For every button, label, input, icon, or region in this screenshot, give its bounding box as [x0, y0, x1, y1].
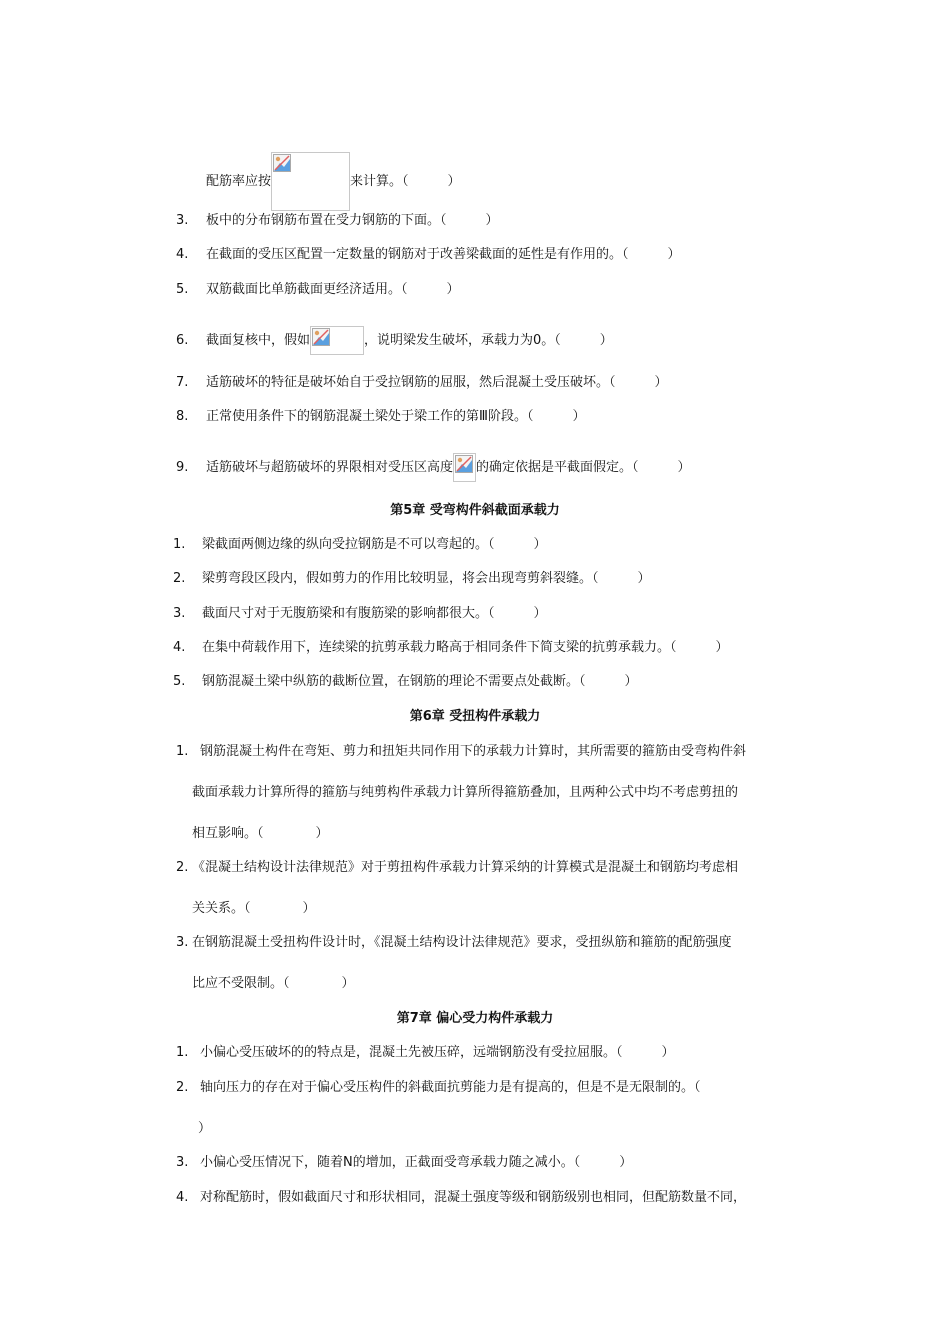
question-number: 2. — [173, 571, 186, 586]
question-4-7 — [176, 374, 668, 392]
question-number: 3. — [173, 606, 186, 621]
question-number: 1. — [176, 744, 189, 759]
question-4-5 — [176, 281, 460, 299]
question-text: 钢筋混凝土梁中纵筋的截断位置，在钢筋的理论不需要点处截断。（ ） — [202, 674, 638, 689]
question-4-8 — [176, 408, 585, 426]
broken-image-icon — [312, 328, 330, 346]
question-6-2-line2: 关关系。（ ） — [192, 901, 316, 916]
question-4-9 — [176, 453, 691, 482]
question-text: 来计算。（ ） — [350, 174, 461, 189]
question-text: 《混凝土结构设计法律规范》对于剪扭构件承载力计算采纳的计算模式是混凝土和钢筋均考虑相 — [192, 860, 739, 875]
question-6-2 — [176, 859, 738, 877]
question-text: 小偏心受压破坏的的特点是，混凝土先被压碎，远端钢筋没有受拉屈服。（ ） — [200, 1045, 675, 1060]
question-text: 双筋截面比单筋截面更经济适用。（ ） — [206, 282, 460, 297]
question-number: 8. — [176, 409, 189, 424]
question-6-3 — [176, 934, 732, 952]
question-text: 对称配筋时，假如截面尺寸和形状相同，混凝土强度等级和钢筋级别也相同，但配筋数量不同， — [200, 1190, 747, 1205]
question-text: 梁剪弯段区段内，假如剪力的作用比较明显，将会出现弯剪斜裂缝。（ ） — [202, 571, 651, 586]
question-text: 梁截面两侧边缘的纵向受拉钢筋是不可以弯起的。（ ） — [202, 537, 547, 552]
question-number: 3. — [176, 213, 189, 228]
question-number: 4. — [176, 1190, 189, 1205]
chapter-7-title: 第7章 偏心受力构件承载力 — [396, 1011, 554, 1026]
question-number: 3. — [176, 1155, 189, 1170]
question-4-6 — [176, 326, 613, 355]
question-text: 配筋率应按 — [206, 174, 272, 189]
question-text: 钢筋混凝土构件在弯矩、剪力和扭矩共同作用下的承载力计算时，其所需要的箍筋由受弯构件斜 — [200, 744, 747, 759]
question-text: 截面尺寸对于无腹筋梁和有腹筋梁的影响都很大。（ ） — [202, 606, 547, 621]
question-7-2-line2: ） — [198, 1121, 212, 1136]
question-7-2 — [176, 1079, 701, 1097]
question-4-2-continuation — [206, 152, 461, 211]
question-number: 7. — [176, 375, 189, 390]
question-number: 5. — [173, 674, 186, 689]
question-number: 9. — [176, 460, 189, 475]
question-text: 在钢筋混凝土受扭构件设计时，《混凝土结构设计法律规范》要求，受扭纵筋和箍筋的配筋强度 — [192, 935, 732, 950]
question-number: 4. — [176, 247, 189, 262]
chapter-6-title: 第6章 受扭构件承载力 — [409, 709, 541, 724]
chapter-5-title: 第5章 受弯构件斜截面承载力 — [390, 503, 560, 518]
question-number: 2. — [176, 1080, 189, 1095]
question-text: 正常使用条件下的钢筋混凝土梁处于梁工作的第Ⅲ阶段。（ ） — [206, 409, 586, 424]
question-4-4 — [176, 246, 681, 264]
question-text: 适筋破坏与超筋破坏的界限相对受压区高度 — [206, 460, 454, 475]
question-text: 适筋破坏的特征是破坏始自于受拉钢筋的屈服，然后混凝土受压破坏。（ ） — [206, 375, 668, 390]
formula-image-placeholder — [453, 453, 476, 482]
question-5-2 — [173, 570, 651, 588]
question-5-1 — [173, 536, 547, 554]
question-4-3 — [176, 212, 499, 230]
question-number: 6. — [176, 333, 189, 348]
question-text: 截面复核中，假如 — [206, 333, 311, 348]
question-number: 5. — [176, 282, 189, 297]
question-text: 在截面的受压区配置一定数量的钢筋对于改善梁截面的延性是有作用的。（ ） — [206, 247, 681, 262]
broken-image-icon — [273, 154, 291, 172]
question-6-3-line2: 比应不受限制。（ ） — [192, 976, 355, 991]
formula-image-placeholder — [271, 152, 350, 211]
question-number: 3. — [176, 935, 189, 950]
question-text: 板中的分布钢筋布置在受力钢筋的下面。（ ） — [206, 213, 499, 228]
formula-image-placeholder — [310, 326, 364, 355]
question-text: 小偏心受压情况下，随着N的增加，正截面受弯承载力随之减小。（ ） — [200, 1155, 633, 1170]
question-6-1-line3: 相互影响。（ ） — [192, 826, 329, 841]
question-7-3 — [176, 1154, 632, 1172]
question-6-1-line2: 截面承载力计算所得的箍筋与纯剪构件承载力计算所得箍筋叠加，且两种公式中均不考虑剪扭的 — [192, 785, 739, 800]
question-5-3 — [173, 605, 547, 623]
question-7-1 — [176, 1044, 675, 1062]
question-number: 2. — [176, 860, 189, 875]
question-5-5 — [173, 673, 638, 691]
broken-image-icon — [455, 455, 473, 473]
question-7-4 — [176, 1189, 746, 1207]
question-text: 的确定依据是平截面假定。（ ） — [476, 460, 691, 475]
question-text: 在集中荷载作用下，连续梁的抗剪承载力略高于相同条件下简支梁的抗剪承载力。（ ） — [202, 640, 729, 655]
question-5-4 — [173, 639, 729, 657]
question-text: ，说明梁发生破坏，承载力为0。（ ） — [364, 333, 613, 348]
question-number: 4. — [173, 640, 186, 655]
question-number: 1. — [173, 537, 186, 552]
question-text: 轴向压力的存在对于偏心受压构件的斜截面抗剪能力是有提高的，但是不是无限制的。（ — [200, 1080, 701, 1095]
question-number: 1. — [176, 1045, 189, 1060]
question-6-1 — [176, 743, 746, 761]
